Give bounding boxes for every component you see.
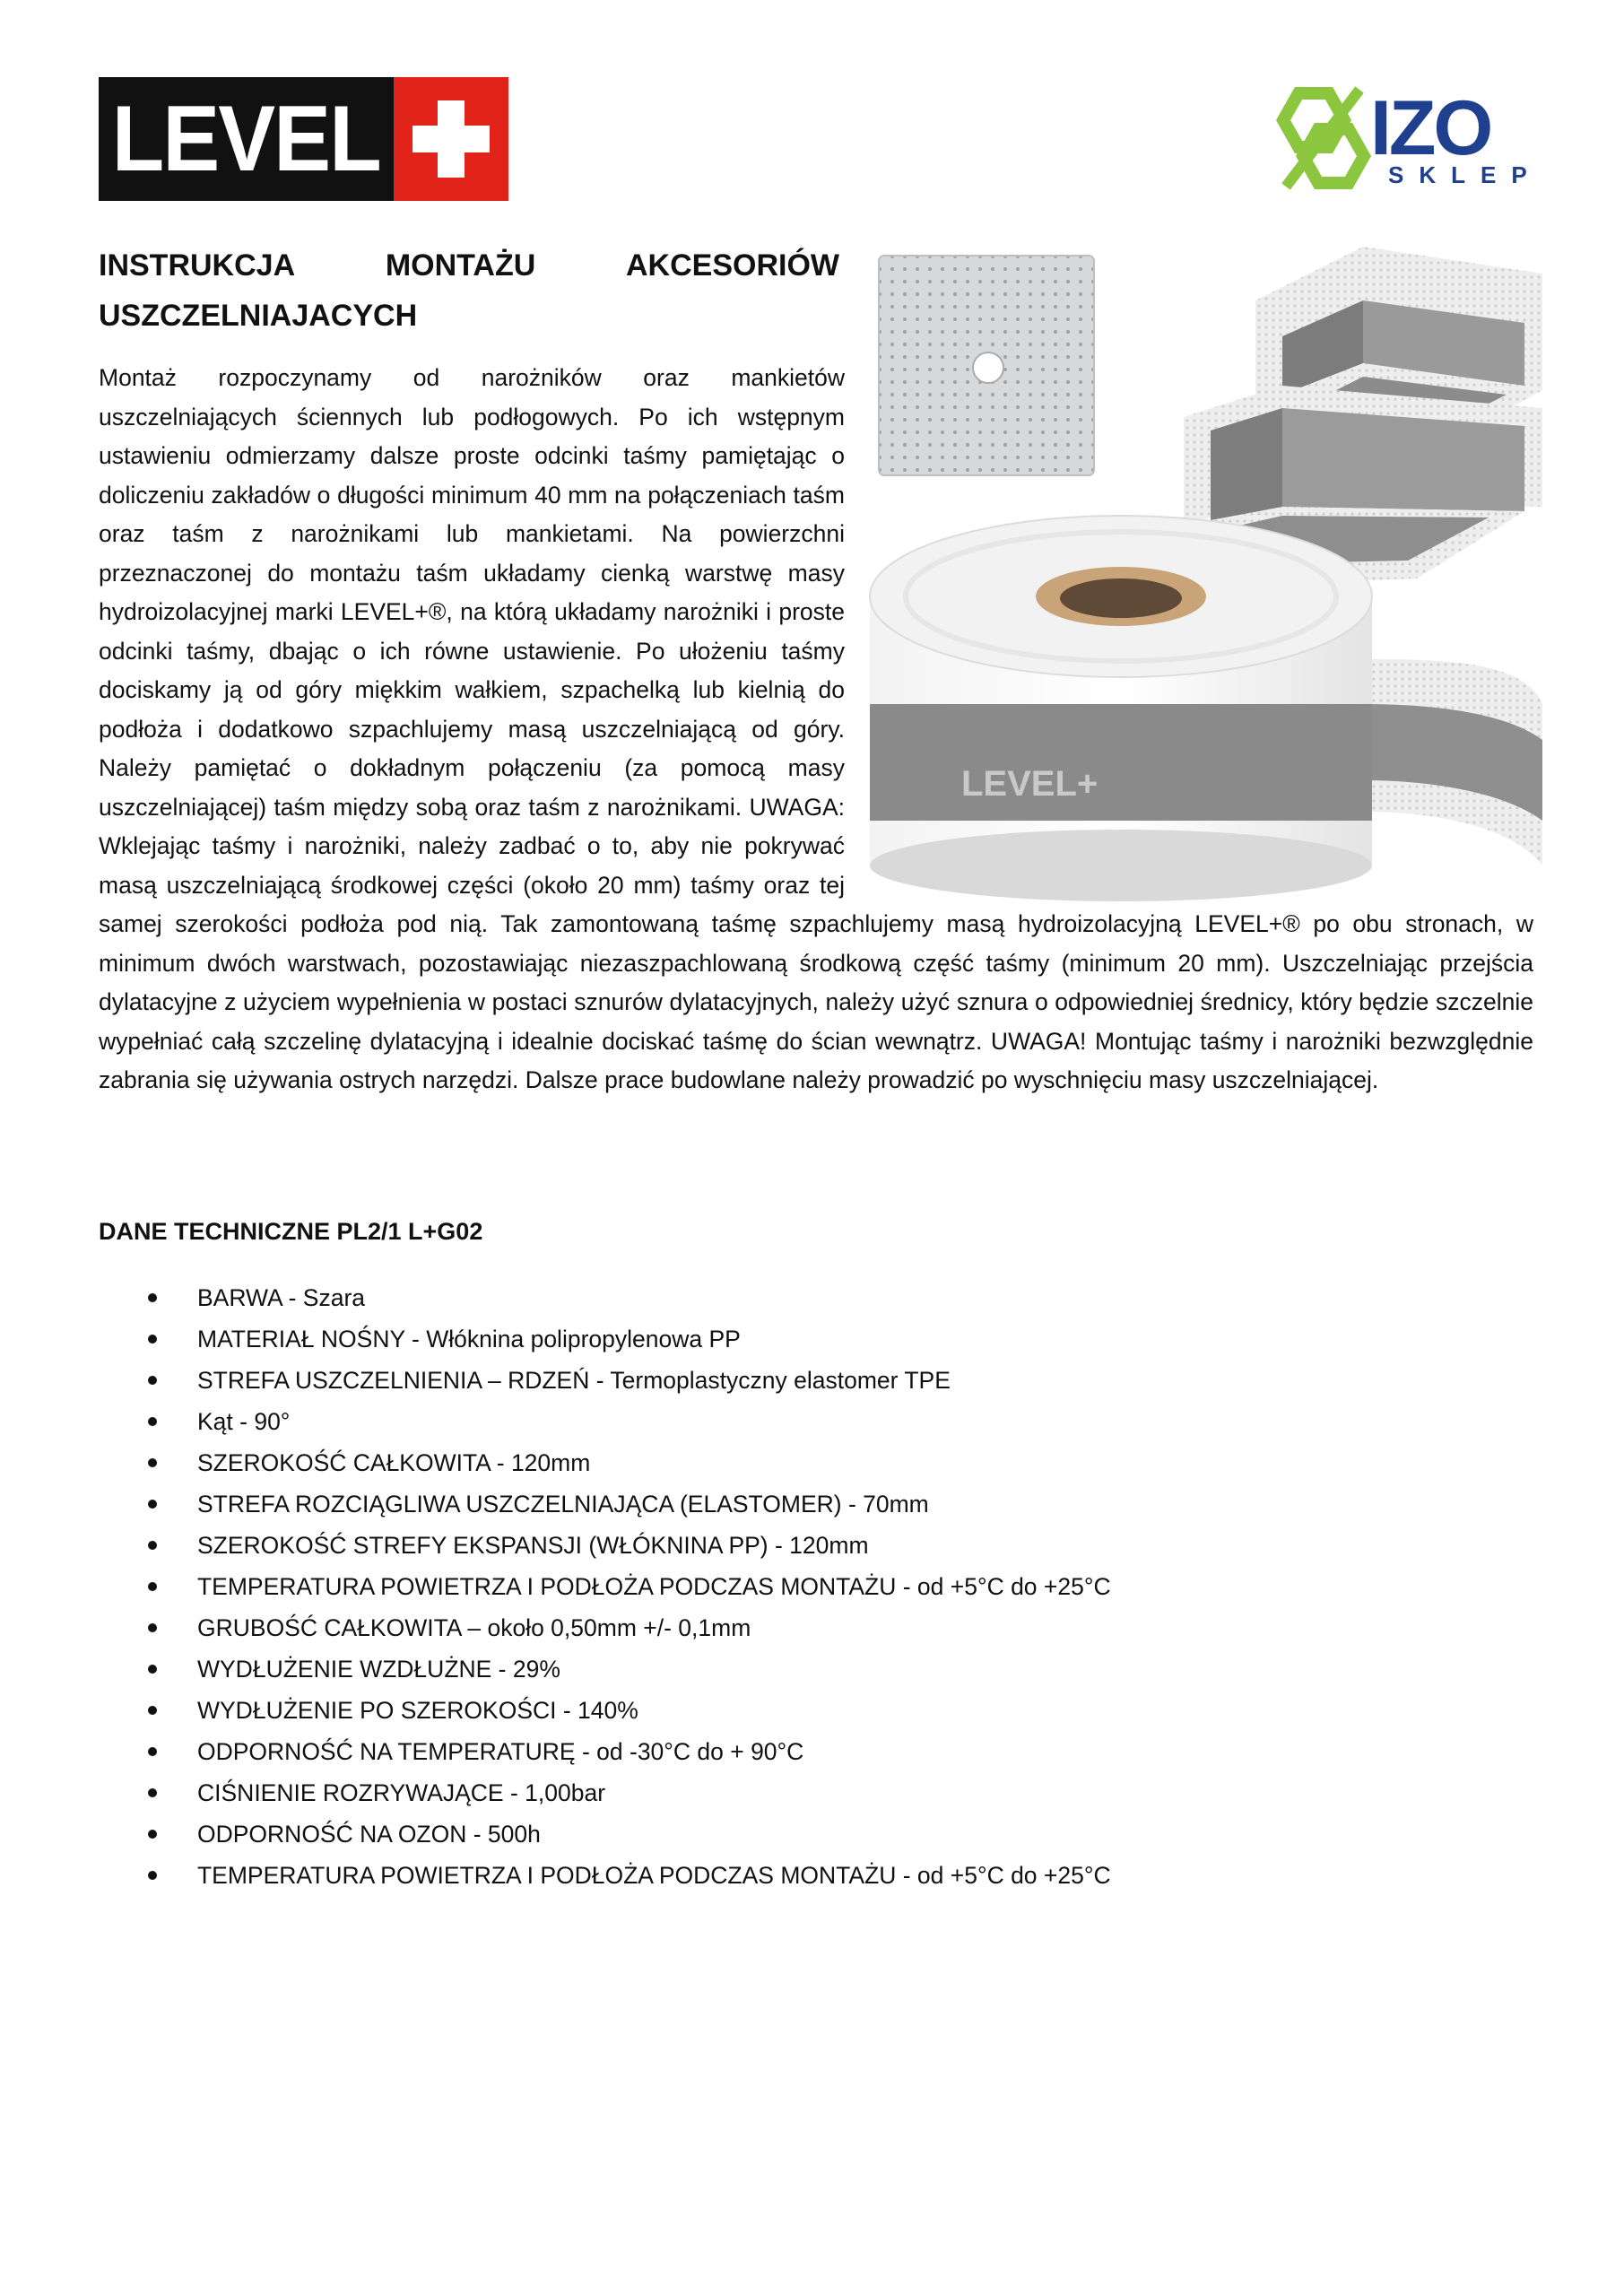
bullet-icon bbox=[148, 1706, 157, 1715]
spec-item bbox=[99, 1607, 1111, 1648]
spec-item bbox=[99, 1566, 1111, 1607]
bullet-icon bbox=[148, 1335, 157, 1344]
tech-data-title: DANE TECHNICZNE PL2/1 L+G02 bbox=[99, 1218, 483, 1245]
izo-logo-word: IZO bbox=[1370, 85, 1491, 171]
spec-item bbox=[99, 1401, 1111, 1442]
spec-item-text: TEMPERATURA POWIETRZA I PODŁOŻA PODCZAS MONTAŻU - od +5°C do +25°C bbox=[197, 1862, 1111, 1889]
bullet-icon bbox=[148, 1665, 157, 1674]
spec-item bbox=[99, 1525, 1111, 1566]
spec-item-text: STREFA USZCZELNIENIA – RDZEŃ - Termoplastyczny elastomer TPE bbox=[197, 1367, 951, 1394]
instructions-paragraph bbox=[99, 359, 1533, 1100]
spec-item bbox=[99, 1731, 1111, 1772]
svg-text:LEVEL+: LEVEL+ bbox=[961, 764, 1099, 804]
spec-item bbox=[99, 1855, 1111, 1896]
instructions-text: Montaż rozpoczynamy od narożników oraz mankietów uszczelniających ściennych lub podłogowych. Po ich wstępnym ustawieniu odmierzamy dalsze proste odcinki taśmy pamiętając o doliczeniu zakładów o długości minimum 40 mm na połączeniach taśm oraz taśm z narożnikami lub mankietami. Na powierzchni przeznaczonej do montażu taśm układamy cienką warstwę masy hydroizolacyjnej marki LEVEL+®, na którą układamy narożniki i proste odcinki taśmy, dbając o ich równe ustawienie. Po ułożeniu taśmy dociskamy ją od góry miękkim wałkiem, szpachelką lub kielnią do podłoża i dodatkowo szpachlujemy masą uszczelniającą od góry. Należy pamiętać o dokładnym połączeniu (za pomocą masy uszczelniającej) taśm między sobą oraz taśm z narożnikami. UWAGA: Wklejając taśmy i narożniki, należy zadbać o to, aby nie pokrywać masą uszczelniającą środkowej części (około 20 mm) taśmy oraz tej samej szerokości podłoża pod nią. Tak zamontowaną taśmę szpachlujemy masą hydroizolacyjną LEVEL+® po obu stronach, w minimum dwóch warstwach, pozostawiając niezaszpachlowaną środkową część taśmy (minimum 20 mm). Uszczelniając przejścia dylatacyjne z użyciem wypełnienia w postaci sznurów dylatacyjnych, należy użyć sznura o odpowiedniej średnicy, który będzie szczelnie wypełniać całą szczelinę dylatacyjną i idealnie dociskać taśmę do ścian wewnątrz. UWAGA! Montując taśmy i narożniki bezwzględnie zabrania się używania ostrych narzędzi. Dalsze prace budowlane należy prowadzić po wyschnięciu masy uszczelniającej. bbox=[99, 364, 1533, 1093]
spec-item-text: WYDŁUŻENIE WZDŁUŻNE - 29% bbox=[197, 1656, 560, 1683]
spec-item-text: CIŚNIENIE ROZRYWAJĄCE - 1,00bar bbox=[197, 1779, 606, 1806]
photo-spacer bbox=[845, 359, 1533, 902]
bullet-icon bbox=[148, 1376, 157, 1385]
spec-item-text: SZEROKOŚĆ CAŁKOWITA - 120mm bbox=[197, 1449, 591, 1476]
spec-item bbox=[99, 1690, 1111, 1731]
bullet-icon bbox=[148, 1293, 157, 1302]
spec-item bbox=[99, 1442, 1111, 1483]
spec-item-text: BARWA - Szara bbox=[197, 1284, 366, 1311]
spec-item-text: STREFA ROZCIĄGLIWA USZCZELNIAJĄCA (ELASTOMER) - 70mm bbox=[197, 1491, 929, 1518]
spec-item-text: GRUBOŚĆ CAŁKOWITA – około 0,50mm +/- 0,1mm bbox=[197, 1614, 751, 1641]
spec-item bbox=[99, 1648, 1111, 1690]
bullet-icon bbox=[148, 1871, 157, 1880]
bullet-icon bbox=[148, 1830, 157, 1839]
spec-item-text: WYDŁUŻENIE PO SZEROKOŚCI - 140% bbox=[197, 1697, 638, 1724]
spec-item bbox=[99, 1483, 1111, 1525]
izo-sklep-logo bbox=[1273, 84, 1542, 192]
spec-item-text: ODPORNOŚĆ NA OZON - 500h bbox=[197, 1821, 541, 1848]
spec-item-text: ODPORNOŚĆ NA TEMPERATURĘ - od -30°C do + 90°C bbox=[197, 1738, 804, 1765]
spec-item-text: SZEROKOŚĆ STREFY EKSPANSJI (WŁÓKNINA PP) - 120mm bbox=[197, 1532, 869, 1559]
bullet-icon bbox=[148, 1541, 157, 1550]
spec-item bbox=[99, 1318, 1111, 1360]
spec-item-text: Kąt - 90° bbox=[197, 1408, 291, 1435]
spec-item-text: MATERIAŁ NOŚNY - Włóknina polipropylenowa PP bbox=[197, 1326, 741, 1352]
izo-hexagon-mark-icon bbox=[1273, 84, 1381, 192]
izo-logo-sklep: SKLEP bbox=[1388, 161, 1542, 188]
level-logo-plus-icon bbox=[394, 77, 508, 201]
bullet-icon bbox=[148, 1788, 157, 1797]
spec-item bbox=[99, 1277, 1111, 1318]
spec-item-text: TEMPERATURA POWIETRZA I PODŁOŻA PODCZAS MONTAŻU - od +5°C do +25°C bbox=[197, 1573, 1111, 1600]
tech-spec-list bbox=[99, 1277, 1111, 1896]
bullet-icon bbox=[148, 1458, 157, 1467]
level-logo-word: LEVEL bbox=[111, 87, 380, 191]
spec-item bbox=[99, 1813, 1111, 1855]
bullet-icon bbox=[148, 1747, 157, 1756]
level-plus-logo bbox=[99, 77, 508, 201]
spec-item bbox=[99, 1772, 1111, 1813]
bullet-icon bbox=[148, 1500, 157, 1509]
bullet-icon bbox=[148, 1417, 157, 1426]
bullet-icon bbox=[148, 1582, 157, 1591]
bullet-icon bbox=[148, 1623, 157, 1632]
spec-item bbox=[99, 1360, 1111, 1401]
document-title: INSTRUKCJA MONTAŻU AKCESORIÓW USZCZELNIAJACYCH bbox=[99, 248, 839, 333]
